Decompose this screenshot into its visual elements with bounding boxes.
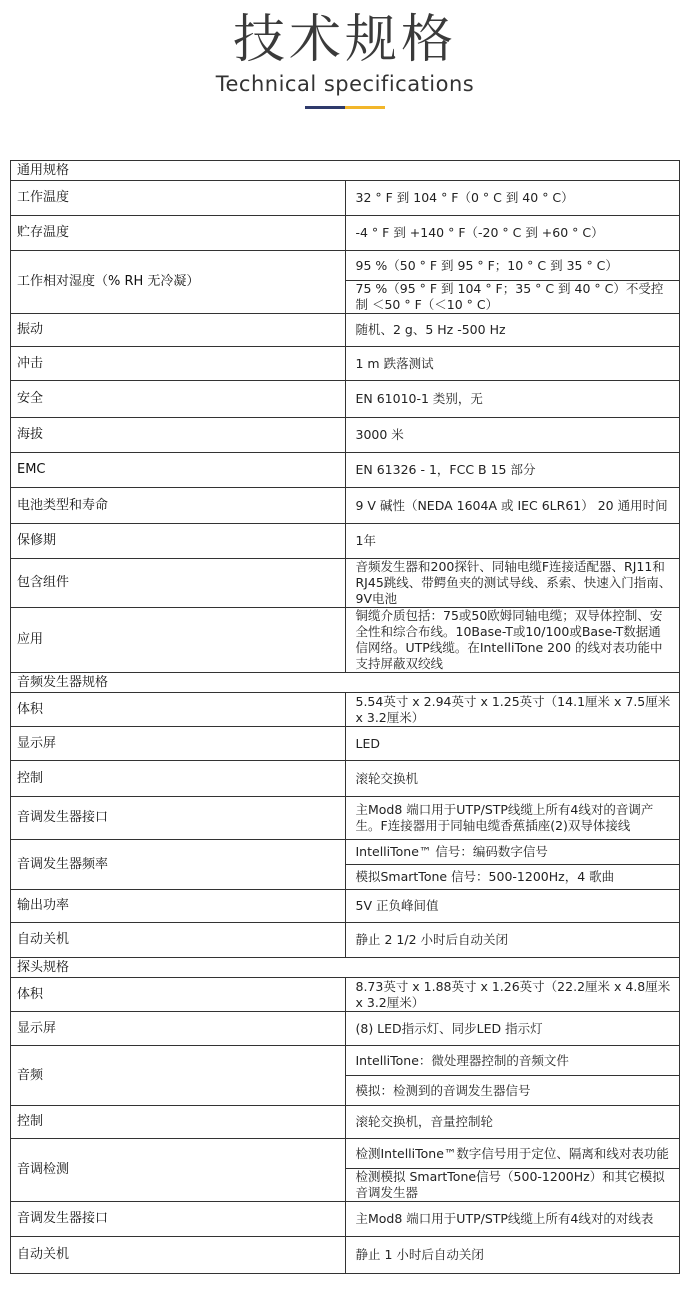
spec-label: 海拔 <box>11 418 346 453</box>
spec-value: 模拟SmartTone 信号：500-1200Hz，4 歌曲 <box>345 865 680 890</box>
spec-row <box>11 347 680 381</box>
spec-row <box>11 181 680 216</box>
section-title: 音频发生器规格 <box>11 673 680 693</box>
spec-row <box>11 923 680 958</box>
spec-label: 音调检测 <box>11 1139 346 1202</box>
spec-label: 控制 <box>11 761 346 797</box>
spec-row <box>11 1139 680 1169</box>
spec-label: 贮存温度 <box>11 216 346 251</box>
spec-label: 工作相对湿度（% RH 无冷凝） <box>11 251 346 314</box>
spec-value: 9 V 碱性（NEDA 1604A 或 IEC 6LR61） 20 通用时间 <box>345 488 680 524</box>
section-header-row <box>11 958 680 978</box>
spec-row <box>11 1012 680 1046</box>
spec-label: 音频 <box>11 1046 346 1106</box>
spec-row <box>11 1237 680 1274</box>
spec-value: 静止 1 小时后自动关闭 <box>345 1237 680 1274</box>
spec-table-body <box>11 161 680 1274</box>
spec-value: 95 %（50 ° F 到 95 ° F；10 ° C 到 35 ° C） <box>345 251 680 281</box>
spec-value: 32 ° F 到 104 ° F（0 ° C 到 40 ° C） <box>345 181 680 216</box>
spec-label: 体积 <box>11 978 346 1012</box>
spec-label: 自动关机 <box>11 1237 346 1274</box>
spec-value: 5V 正负峰间值 <box>345 890 680 923</box>
spec-value: 1 m 跌落测试 <box>345 347 680 381</box>
spec-label: 冲击 <box>11 347 346 381</box>
spec-label: 安全 <box>11 381 346 418</box>
spec-label: 显示屏 <box>11 1012 346 1046</box>
spec-label: 体积 <box>11 693 346 727</box>
spec-value: 检测IntelliTone™数字信号用于定位、隔离和线对表功能 <box>345 1139 680 1169</box>
spec-label: 包含组件 <box>11 559 346 608</box>
spec-label: EMC <box>11 453 346 488</box>
spec-value: 5.54英寸 x 2.94英寸 x 1.25英寸（14.1厘米 x 7.5厘米 x 3.2厘米） <box>345 693 680 727</box>
spec-row <box>11 559 680 608</box>
spec-row <box>11 608 680 673</box>
spec-row <box>11 797 680 840</box>
spec-value: -4 ° F 到 +140 ° F（-20 ° C 到 +60 ° C） <box>345 216 680 251</box>
spec-value: EN 61326 - 1，FCC B 15 部分 <box>345 453 680 488</box>
spec-row <box>11 524 680 559</box>
spec-value: 检测模拟 SmartTone信号（500-1200Hz）和其它模拟音调发生器 <box>345 1169 680 1202</box>
page-subtitle: Technical specifications <box>215 72 475 96</box>
section-title: 通用规格 <box>11 161 680 181</box>
spec-row <box>11 840 680 865</box>
spec-row <box>11 488 680 524</box>
spec-value: 音频发生器和200探针、同轴电缆F连接适配器、RJ11和RJ45跳线、带鳄鱼夹的测试导线、系索、快速入门指南、9V电池 <box>345 559 680 608</box>
spec-row <box>11 727 680 761</box>
spec-label: 应用 <box>11 608 346 673</box>
spec-label: 振动 <box>11 314 346 347</box>
spec-value: 主Mod8 端口用于UTP/STP线缆上所有4线对的音调产生。F连接器用于同轴电缆香蕉插座(2)双导体接线 <box>345 797 680 840</box>
spec-value: 静止 2 1/2 小时后自动关闭 <box>345 923 680 958</box>
spec-value: LED <box>345 727 680 761</box>
spec-value: 滚轮交换机，音量控制轮 <box>345 1106 680 1139</box>
spec-label: 输出功率 <box>11 890 346 923</box>
spec-label: 控制 <box>11 1106 346 1139</box>
title-underline-yellow <box>345 106 385 109</box>
title-underline-blue <box>305 106 345 109</box>
spec-row <box>11 418 680 453</box>
page-title: 技术规格 <box>232 10 457 70</box>
section-header-row <box>11 161 680 181</box>
spec-row <box>11 381 680 418</box>
spec-value: (8) LED指示灯、同步LED 指示灯 <box>345 1012 680 1046</box>
spec-row <box>11 890 680 923</box>
spec-value: 75 %（95 ° F 到 104 ° F；35 ° C 到 40 ° C）不受控制 ＜50 ° F（＜10 ° C） <box>345 281 680 314</box>
spec-value: 模拟：检测到的音调发生器信号 <box>345 1076 680 1106</box>
spec-label: 显示屏 <box>11 727 346 761</box>
spec-value: EN 61010-1 类别，无 <box>345 381 680 418</box>
spec-label: 电池类型和寿命 <box>11 488 346 524</box>
spec-label: 音调发生器接口 <box>11 1202 346 1237</box>
spec-value: 8.73英寸 x 1.88英寸 x 1.26英寸（22.2厘米 x 4.8厘米 x 3.2厘米） <box>345 978 680 1012</box>
spec-value: 3000 米 <box>345 418 680 453</box>
spec-value: 随机、2 g、5 Hz -500 Hz <box>345 314 680 347</box>
spec-row <box>11 978 680 1012</box>
spec-row <box>11 251 680 281</box>
spec-row <box>11 1046 680 1076</box>
spec-label: 工作温度 <box>11 181 346 216</box>
section-header-row <box>11 673 680 693</box>
spec-label: 自动关机 <box>11 923 346 958</box>
spec-row <box>11 761 680 797</box>
spec-value: 铜缆介质包括：75或50欧姆同轴电缆；双导体控制、安全性和综合布线。10Base-T或10/100或Base-T数据通信网络。UTP线缆。在IntelliTone 200 的线对表功能中支持屏蔽双绞线 <box>345 608 680 673</box>
spec-row <box>11 1106 680 1139</box>
spec-label: 保修期 <box>11 524 346 559</box>
section-title: 探头规格 <box>11 958 680 978</box>
spec-label: 音调发生器接口 <box>11 797 346 840</box>
spec-value: IntelliTone：微处理器控制的音频文件 <box>345 1046 680 1076</box>
spec-value: 滚轮交换机 <box>345 761 680 797</box>
spec-row <box>11 314 680 347</box>
spec-row <box>11 1202 680 1237</box>
spec-row <box>11 693 680 727</box>
spec-value: IntelliTone™ 信号：编码数字信号 <box>345 840 680 865</box>
spec-table <box>10 160 680 1274</box>
spec-row <box>11 453 680 488</box>
spec-label: 音调发生器频率 <box>11 840 346 890</box>
spec-value: 1年 <box>345 524 680 559</box>
spec-row <box>11 216 680 251</box>
spec-value: 主Mod8 端口用于UTP/STP线缆上所有4线对的对线表 <box>345 1202 680 1237</box>
